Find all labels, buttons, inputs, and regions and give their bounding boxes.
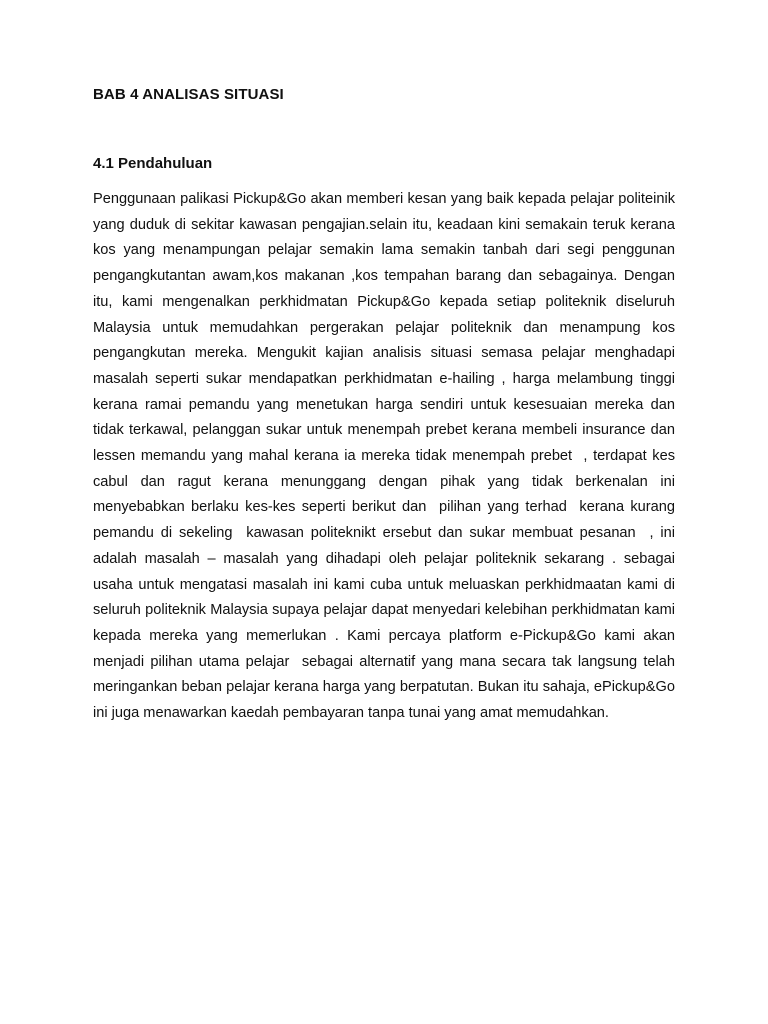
section-title: 4.1 Pendahuluan [93, 155, 213, 172]
body-paragraph: Penggunaan palikasi Pickup&Go akan memberi kesan yang baik kepada pelajar politeinik yang duduk di sekitar kawasan pengajian.selain itu, keadaan kini semakain teruk kerana kos yang menampungan pelajar semakin lama semakin tanbah dari segi penggunan pengangkutantan awam,kos makanan ,kos tempahan barang dan sebagainya. Dengan itu, kami mengenalkan perkhidmatan Pickup&Go kepada setiap politeknik diseluruh Malaysia untuk memudahkan pergerakan pelajar politeknik dan menampung kos pengangkutan mereka. Mengukit kajian analisis situasi semasa pelajar menghadapi masalah seperti sukar mendapatkan perkhidmatan e-hailing , harga melambung tinggi kerana ramai pemandu yang menetukan harga sendiri untuk kesesuaian mereka dan tidak terkawal, pelanggan sukar untuk menempah prebet kerana membeli insurance dan lessen memandu yang mahal kerana ia mereka tidak menempah prebet , terdapat kes cabul dan ragut kerana menunggang dengan pihak yang tidak berkenalan ini menyebabkan berlaku kes-kes seperti berikut dan pilihan yang terhad kerana kurang pemandu di sekeling kawasan politeknikt ersebut dan sukar membuat pesanan , ini adalah masalah – masalah yang dihadapi oleh pelajar politeknik sekarang . sebagai usaha untuk mengatasi masalah ini kami cuba untuk meluaskan perkhidmaatan kami di seluruh politeknik Malaysia supaya pelajar dapat menyedari kelebihan perkhidmatan kami kepada mereka yang memerlukan . Kami percaya platform e-Pickup&Go kami akan menjadi pilihan utama pelajar sebagai alternatif yang mana secara tak langsung telah meringankan beban pelajar kerana harga yang berpatutan. Bukan itu sahaja, ePickup&Go ini juga menawarkan kaedah pembayaran tanpa tunai yang amat memudahkan. [93, 191, 680, 722]
chapter-title: BAB 4 ANALISAS SITUASI [93, 86, 284, 103]
